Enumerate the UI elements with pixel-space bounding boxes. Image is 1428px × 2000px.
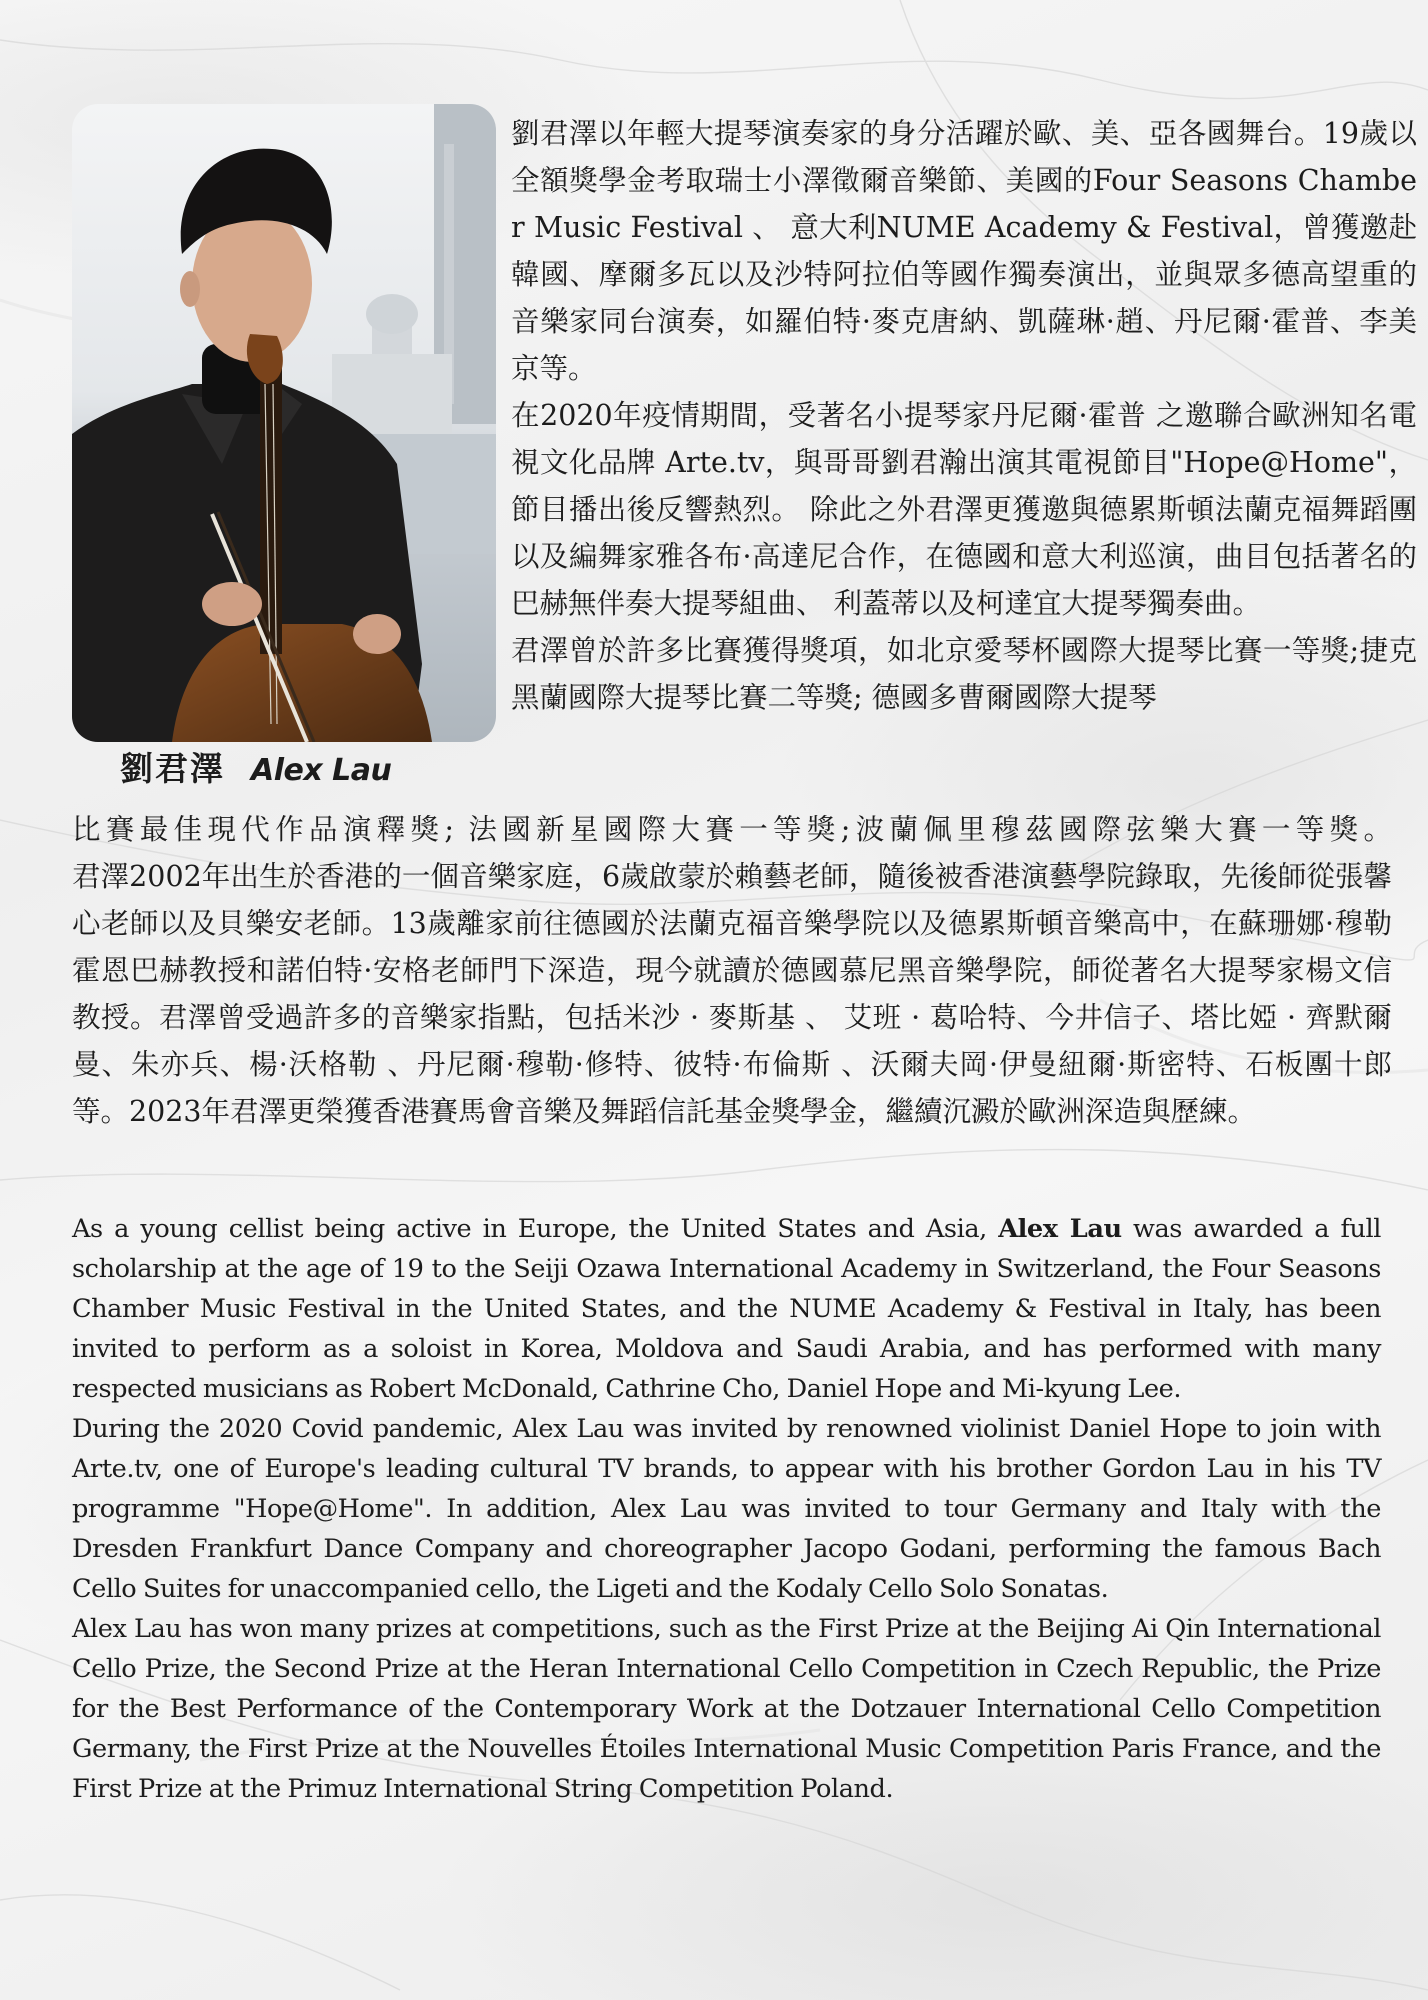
english-paragraph-2: During the 2020 Covid pandemic, Alex Lau was invited by renowned violinist Daniel Hope to join with Arte.tv, one of Europe's leading cultural TV brands, to appear with his brother Gordon Lau in his TV programme "Hope@Home". In addition, Alex Lau was invited to tour Germany and Italy with the Dresden Frankfurt Dance Company and choreographer Jacopo Godani, performing the famous Bach Cello Suites for unaccompanied cello, the Ligeti and the Kodaly Cello Solo Sonatas. (72, 1414, 1381, 1604)
english-p1-rest: was awarded a full scholarship at the age of 19 to the Seiji Ozawa International Academy in Switzerland, the Four Seasons Chamber Music Festival in the United States, and the NUME Academy & Festival in Italy, has been invited to perform as a soloist in Korea, Moldova and Saudi Arabia, and has performed with many respected musicians as Robert McDonald, Cathrine Cho, Daniel Hope and Mi-kyung Lee. (72, 1214, 1381, 1404)
chinese-paragraph-2: 在2020年疫情期間，受著名小提琴家丹尼爾·霍普 之邀聯合歐洲知名電視文化品牌 Arte.tv，與哥哥劉君瀚出演其電視節目"Hope@Home"，節目播出後反響熱烈。 除此之外君澤更獲邀與德累斯頓法蘭克福舞蹈團以及編舞家雅各布·高達尼合作，在德國和意大利巡演，曲目包括著名的巴赫無伴奏大提琴組曲、 利蓋蒂以及柯達宜大提琴獨奏曲。 (511, 399, 1417, 620)
english-paragraph-1 (72, 1209, 1381, 1409)
english-p1-lead: As a young cellist being active in Europe, the United States and Asia, (72, 1214, 999, 1244)
english-bio (72, 1209, 1381, 1809)
english-p1-name: Alex Lau (998, 1214, 1122, 1244)
chinese-bio-bottom (72, 806, 1392, 1135)
portrait-caption (120, 744, 391, 794)
chinese-paragraph-3-start: 君澤曾於許多比賽獲得獎項，如北京愛琴杯國際大提琴比賽一等獎;捷克黑蘭國際大提琴比賽二等獎; 德國多曹爾國際大提琴 (511, 634, 1417, 714)
chinese-paragraph-1: 劉君澤以年輕大提琴演奏家的身分活躍於歐、美、亞各國舞台。19歲以全額獎學金考取瑞士小澤徵爾音樂節、美國的Four Seasons Chamber Music Festival 、 意大利NUME Academy & Festival，曾獲邀赴韓國、摩爾多瓦以及沙特阿拉伯等國作獨奏演出，並與眾多德高望重的音樂家同台演奏，如羅伯特·麥克唐納、凱薩琳·趙、丹尼爾·霍普、李美京等。 (511, 117, 1417, 385)
chinese-paragraph-3-end: 比賽最佳現代作品演釋獎; 法國新星國際大賽一等獎;波蘭佩里穆茲國際弦樂大賽一等獎。 (72, 813, 1392, 846)
chinese-bio-top (511, 110, 1417, 721)
caption-english-name: Alex Lau (251, 753, 392, 788)
chinese-paragraph-4: 君澤2002年出生於香港的一個音樂家庭，6歲啟蒙於賴藝老師，隨後被香港演藝學院錄取，先後師從張馨心老師以及貝樂安老師。13歲離家前往德國於法蘭克福音樂學院以及德累斯頓音樂高中，在蘇珊娜·穆勒霍恩巴赫教授和諾伯特·安格老師門下深造，現今就讀於德國慕尼黑音樂學院，師從著名大提琴家楊文信教授。君澤曾受過許多的音樂家指點，包括米沙 · 麥斯基 、 艾班 · 葛哈特、今井信子、塔比婭 · 齊默爾曼、朱亦兵、楊·沃格勒 、丹尼爾·穆勒·修特、彼特·布倫斯 、沃爾夫岡·伊曼紐爾·斯密特、石板團十郎等。2023年君澤更榮獲香港賽馬會音樂及舞蹈信託基金獎學金，繼續沉澱於歐洲深造與歷練。 (72, 860, 1392, 1128)
caption-chinese-name: 劉君澤 (120, 749, 225, 788)
english-paragraph-3: Alex Lau has won many prizes at competitions, such as the First Prize at the Beijing Ai Qin International Cello Prize, the Second Prize at the Heran International Cello Competition in Czech Republic, the Prize for the Best Performance of the Contemporary Work at the Dotzauer International Cello Competition Germany, the First Prize at the Nouvelles Étoiles International Music Competition Paris France, and the First Prize at the Primuz International String Competition Poland. (72, 1614, 1381, 1804)
portrait-photo (72, 104, 496, 742)
